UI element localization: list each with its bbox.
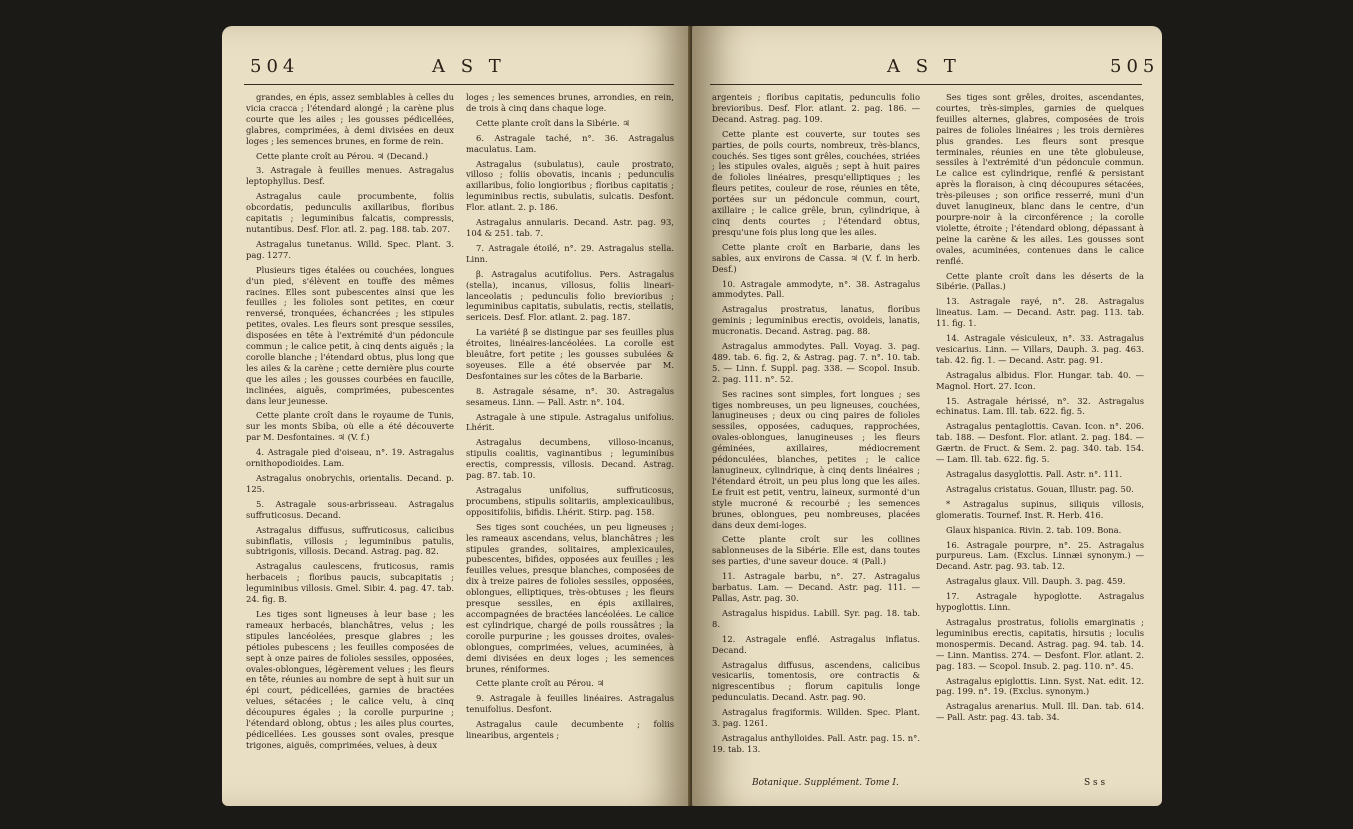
paragraph: Astragalus onobrychis, orientalis. Decand. p. 125.: [246, 473, 454, 494]
paragraph: Astragalus unifolius, suffruticosus, procumbens, stipulis solitariis, amplexicaulibus, oppositifoliis, bifidis. Lhérit. Stirp. pag. 158.: [466, 485, 674, 517]
left-running-head: [222, 56, 692, 84]
left-head-rule: [244, 84, 674, 85]
paragraph: * Astragalus supinus, siliquis villosis, glomeratis. Tournef. Inst. R. Herb. 416.: [936, 498, 1144, 520]
paragraph: Astragalus hispidus. Labill. Syr. pag. 18. tab. 8.: [712, 607, 920, 629]
left-column-2: [466, 92, 674, 745]
paragraph: 7. Astragale étoilé, n°. 29. Astragalus stella. Linn.: [466, 242, 674, 264]
paragraph: La variété β se distingue par ses feuilles plus étroites, linéaires-lancéolées. La corolle est bleuâtre, fort petite ; les gousses subulées & soyeuses. Elle a été observée par M. Desfontaines sur les côtes de la Barbarie.: [466, 327, 674, 381]
paragraph: Astragalus ammodytes. Pall. Voyag. 3. pag. 489. tab. 6. fig. 2, & Astrag. pag. 7. n°. 10. tab. 5. — Linn. f. Suppl. pag. 338. — Scopol. Insub. 2. pag. 111. n°. 52.: [712, 341, 920, 384]
paragraph: Cette plante croît au Pérou. ♃: [476, 678, 605, 689]
paragraph: Cette plante croît dans la Sibérie. ♃: [476, 117, 630, 128]
paragraph: Astragale à une stipule. Astragalus unifolius. Lhérit.: [466, 411, 674, 433]
paragraph: Astragalus epiglottis. Linn. Syst. Nat. edit. 12. pag. 199. n°. 19. (Exclus. synonym.): [936, 675, 1144, 697]
paragraph: Astragalus albidus. Flor. Hungar. tab. 40. — Magnol. Hort. 27. Icon.: [936, 369, 1144, 391]
paragraph: 16. Astragale pourpre, n°. 25. Astragalus purpureus. Lam. (Exclus. Linnæi synonym.) — Decand. Astr. pag. 93. tab. 12.: [936, 539, 1144, 572]
right-head-title: A S T: [887, 56, 961, 77]
paragraph: 3. Astragale à feuilles menues. Astragalus leptophyllus. Desf.: [246, 165, 454, 187]
paragraph: Astragalus anthylloides. Pall. Astr. pag. 15. n°. 19. tab. 13.: [712, 732, 920, 754]
paragraph: 14. Astragale vésiculeux, n°. 33. Astragalus vesicarius. Linn. — Villars, Dauph. 3. pag. 463. tab. 42. fig. 1. — Decand. Astr. pag. 91.: [936, 333, 1144, 365]
paragraph: 17. Astragale hypoglotte. Astragalus hypoglottis. Linn.: [936, 591, 1144, 613]
paragraph: Ses racines sont simples, fort longues ; ses tiges nombreuses, un peu ligneuses, couchées, lanugineuses ; deux ou cinq paires de folioles sessiles, opposées, caduques, rapprochées, ovales-oblongues, lanugineuses ; les fleurs géminées, axillaires, médiocrement pédonculées, blanches, petites ; le calice lanugineux, cylindrique, à cinq dents linéaires ; l'étendard étroit, un peu plus long que les ailes. Le fruit est petit, ventru, laineux, surmonté d'un style mucroné & recourbé ; les semences brunes, oblongues, peu nombreuses, placées dans deux demi-loges.: [712, 388, 920, 530]
paragraph: Cette plante croît en Barbarie, dans les sables, aux environs de Cassa. ♃ (V. f. in herb. Desf.): [712, 241, 920, 274]
right-page-number: 505: [1110, 56, 1160, 77]
paragraph: Cette plante est couverte, sur toutes ses parties, de poils courts, nombreux, très-blancs, couchés. Ses tiges sont grêles, couchées, striées ; les stipules ovales, aiguës ; sept à huit paires de folioles linéaires, presqu'elliptiques ; les fleurs petites, couleur de rose, réunies en tête, portées sur un pédoncule commun, court, axillaire ; le calice grêle, brun, cylindrique, à cinq dents courtes ; l'étendard obtus, presqu'une fois plus long que les ailes.: [712, 128, 920, 237]
left-page: [222, 26, 692, 806]
paragraph: Astragalus diffusus, ascendens, calicibus vesicariis, tomentosis, ore contractis & nigrescentibus ; florum capitulis longe pedunculatis. Decand. Astr. pag. 90.: [712, 659, 920, 703]
paragraph: Astragalus caule decumbente ; foliis linearibus, argenteis ;: [466, 719, 674, 741]
paragraph: Plusieurs tiges étalées ou couchées, longues d'un pied, s'élèvent en touffe des mêmes racines. Elles sont pubescentes ainsi que les feuilles ; les folioles sont petites, en cœur renversé, tronquées, échancrées ; les stipules petites, ovales. Les fleurs sont presque sessiles, disposées en tête à l'extrémité d'un pédoncule commun ; le calice petit, à cinq dents aiguës ; la corolle blanche ; l'étendard obtus, plus long que les ailes & la carène ; cette dernière plus courte que les ailes ; les gousses courbées en faucille, inclinées, aiguës, comprimées, pubescentes dans leur jeunesse.: [246, 264, 454, 406]
paragraph: 9. Astragale à feuilles linéaires. Astragalus tenuifolius. Desfont.: [466, 693, 674, 715]
paragraph: Ses tiges sont grêles, droites, ascendantes, courtes, très-simples, garnies de quelques feuilles alternes, glabres, composées de trois paires de folioles linéaires ; les trois dernières plus grandes. Les fleurs sont presque terminales, réunies en une tête globuleuse, sessiles à l'extrémité d'un pédoncule commun. Le calice est cylindrique, renflé & persistant après la floraison, à cinq découpures sétacées, très-pileuses ; son orifice resserré, muni d'un duvet lanugineux, blanc dans le centre, d'un pourpre-noir à la circonférence ; la corolle violette, étroite ; l'étendard oblong, dépassant à peine la carène & les ailes. Les gousses sont ovales, acuminées, contenues dans le calice renflé.: [936, 92, 1144, 266]
paragraph: Astragalus caule procumbente, foliis obcordatis, pedunculis axillaribus, floribus capitatis ; leguminibus falcatis, compressis, nutantibus. Desf. Flor. atl. 2. pag. 188. tab. 207.: [246, 191, 454, 234]
paragraph: 11. Astragale barbu, n°. 27. Astragalus barbatus. Lam. — Decand. Astr. pag. 111. — Pallas, Astr. pag. 30.: [712, 571, 920, 603]
paragraph: Astragalus (subulatus), caule prostrato, villoso ; foliis obovatis, incanis ; pedunculis axillaribus, folio longioribus ; floribus capitatis ; leguminibus rectis, subulatis, sulcatis. Desfont. Flor. atlant. 2. p. 186.: [466, 158, 674, 213]
paragraph: Astragalus decumbens, villoso-incanus, stipulis coalitis, vaginantibus ; leguminibus erectis, compressis, villosis. Decand. Astrag. pag. 87. tab. 10.: [466, 437, 674, 481]
paragraph: Astragalus annularis. Decand. Astr. pag. 93, 104 & 251. tab. 7.: [466, 217, 674, 238]
paragraph: grandes, en épis, assez semblables à celles du vicia cracca ; l'étendard alongé ; la carène plus courte que les ailes ; les gousses pédicellées, glabres, comprimées, à demi divisées en deux loges ; les semences brunes, en forme de rein.: [246, 92, 454, 146]
paragraph: argenteis ; floribus capitatis, pedunculis folio brevioribus. Desf. Flor. atlant. 2. pag. 186. — Decand. Astrag. pag. 109.: [712, 92, 920, 124]
paragraph: Astragalus cristatus. Gouan, Illustr. pag. 50.: [946, 483, 1134, 494]
paragraph: Astragalus glaux. Vill. Dauph. 3. pag. 459.: [946, 576, 1126, 587]
paragraph: 5. Astragale sous-arbrisseau. Astragalus suffruticosus. Decand.: [246, 498, 454, 520]
paragraph: Astragalus pentaglottis. Cavan. Icon. n°. 206. tab. 188. — Desfont. Flor. atlant. 2. pag. 184. — Gærtn. de Fruct. & Sem. 2. pag. 340. tab. 154. — Lam. Ill. tab. 622. fig. 5.: [936, 421, 1144, 465]
left-head-title: A S T: [432, 56, 506, 77]
right-head-rule: [710, 84, 1142, 85]
paragraph: 4. Astragale pied d'oiseau, n°. 19. Astragalus ornithopodioides. Lam.: [246, 447, 454, 469]
paragraph: 12. Astragale enflé. Astragalus inflatus. Decand.: [712, 633, 920, 655]
right-page: [692, 26, 1162, 806]
paragraph: Les tiges sont ligneuses à leur base ; les rameaux herbacés, blanchâtres, velus ; les stipules lancéolées, presque glabres ; les pétioles pubescens ; les feuilles composées de sept à onze paires de folioles sessiles, opposées, ovales-oblongues, légèrement velues ; les fleurs en tête, réunies au nombre de sept à huit sur un épi court, pédicellées, garnies de bractées velues, sétacées ; le calice velu, à cinq découpures égales ; la corolle purpurine ; l'étendard oblong, obtus ; les ailes plus courtes, pédicellées. Les gousses sont ovales, presque trigones, aiguës, comprimées, velues, à deux: [246, 608, 454, 750]
paragraph: β. Astragalus acutifolius. Pers. Astragalus (stella), incanus, villosus, foliis lineari-lanceolatis ; pedunculis folio brevioribus ; leguminibus capitatis, subulatis, rectis, stellatis, sericeis. Desf. Flor. atlant. 2. pag. 187.: [466, 268, 674, 323]
paragraph: loges ; les semences brunes, arrondies, en rein, de trois à cinq dans chaque loge.: [466, 92, 674, 113]
signature-mark: S s s: [1084, 778, 1106, 788]
paragraph: Astragalus prostratus, foliolis emarginatis ; leguminibus erectis, capitatis, hirsutis ; loculis monospermis. Decand. Astrag. pag. 94. tab. 14. — Linn. Mantiss. 274. — Desfont. Flor. atlant. 2. pag. 183. — Scopol. Insub. 2. pag. 110. n°. 45.: [936, 616, 1144, 671]
paragraph: Ses tiges sont couchées, un peu ligneuses ; les rameaux ascendans, velus, blanchâtres ; les stipules grandes, solitaires, amplexicaules, pubescentes, bifides, opposées aux feuilles ; les feuilles velues, presque blanches, composées de dix à treize paires de folioles sessiles, opposées, oblongues, elliptiques, très-obtuses ; les fleurs presque sessiles, en épis axillaires, accompagnées de bractées lancéolées. Le calice est cylindrique, chargé de poils roussâtres ; la corolle purpurine ; les gousses droites, ovales-oblongues, comprimées, velues, acuminées, à demi divisées en deux loges ; les semences brunes, réniformes.: [466, 521, 674, 674]
paragraph: 13. Astragale rayé, n°. 28. Astragalus lineatus. Lam. — Decand. Astr. pag. 113. tab. 11. fig. 1.: [936, 296, 1144, 329]
paragraph: 10. Astragale ammodyte, n°. 38. Astragalus ammodytes. Pall.: [712, 278, 920, 300]
paragraph: Cette plante croît sur les collines sablonneuses de la Sibérie. Elle est, dans toutes ses parties, d'une saveur douce. ♃ (Pall.): [712, 534, 920, 567]
left-column-1: [246, 92, 454, 755]
paragraph: Astragalus fragiformis. Willden. Spec. Plant. 3. pag. 1261.: [712, 707, 920, 729]
paragraph: Astragalus dasyglottis. Pall. Astr. n°. 111.: [946, 469, 1123, 479]
paragraph: Cette plante croît dans le royaume de Tunis, sur les monts Sbiba, où elle a été découverte par M. Desfontaines. ♃ (V. f.): [246, 410, 454, 443]
right-column-1: [712, 92, 920, 759]
paragraph: 8. Astragale sésame, n°. 30. Astragalus sesameus. Linn. — Pall. Astr. n°. 104.: [466, 385, 674, 407]
paragraph: 15. Astragale hérissé, n°. 32. Astragalus echinatus. Lam. Ill. tab. 622. fig. 5.: [936, 395, 1144, 417]
paragraph: Cette plante croît au Pérou. ♃ (Decand.): [256, 150, 429, 161]
paragraph: Glaux hispanica. Rivin. 2. tab. 109. Bona.: [946, 524, 1122, 535]
paragraph: 6. Astragale taché, n°. 36. Astragalus maculatus. Lam.: [466, 132, 674, 154]
paragraph: Astragalus caulescens, fruticosus, ramis herbaceis ; floribus paucis, subcapitatis ; leguminibus villosis. Gmel. Sibir. 4. pag. 47. tab. 24. fig. B.: [246, 561, 454, 605]
left-page-number: 504: [250, 56, 300, 77]
paragraph: Astragalus arenarius. Mull. Ill. Dan. tab. 614. — Pall. Astr. pag. 43. tab. 34.: [936, 701, 1144, 723]
paragraph: Astragalus prostratus, lanatus, floribus geminis ; leguminibus erectis, ovoideis, lanatis, mucronatis. Decand. Astrag. pag. 88.: [712, 304, 920, 337]
page-footer: Botanique. Supplément. Tome I.: [752, 778, 899, 788]
right-running-head: [692, 56, 1162, 84]
paragraph: Astragalus diffusus, suffruticosus, calicibus subinflatis, villosis ; leguminibus patulis, subtrigonis, villosis. Decand. Astrag. pag. 82.: [246, 524, 454, 557]
paragraph: Astragalus tunetanus. Willd. Spec. Plant. 3. pag. 1277.: [246, 238, 454, 260]
paragraph: Cette plante croît dans les déserts de la Sibérie. (Pallas.): [936, 270, 1144, 292]
right-column-2: [936, 92, 1144, 727]
